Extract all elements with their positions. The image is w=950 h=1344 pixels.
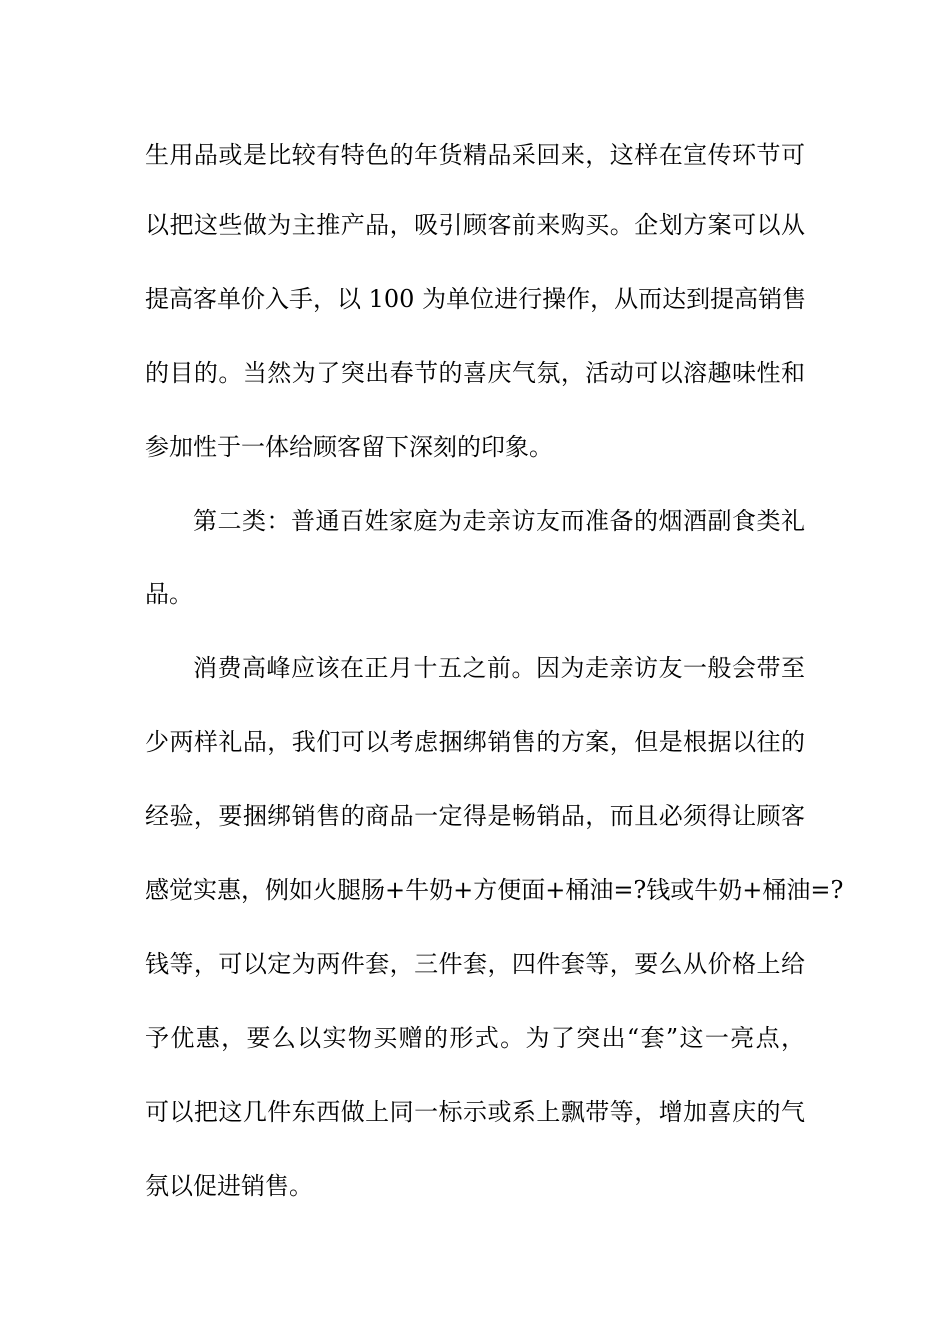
text-line: 提高客单价入手，以 100 为单位进行操作，从而达到提高销售 <box>145 285 807 313</box>
text-line: 感觉实惠，例如火腿肠+牛奶+方便面+桶油=?钱或牛奶+桶油=? <box>145 876 844 904</box>
text-line: 品。 <box>145 580 193 608</box>
paragraph-first-line: 第二类：普通百姓家庭为走亲访友而准备的烟酒副食类礼 <box>193 507 805 535</box>
text-line: 可以把这几件东西做上同一标示或系上飘带等，增加喜庆的气 <box>145 1098 805 1126</box>
paragraph-first-line: 消费高峰应该在正月十五之前。因为走亲访友一般会带至 <box>193 654 805 682</box>
text-line: 少两样礼品，我们可以考虑捆绑销售的方案，但是根据以往的 <box>145 728 805 756</box>
text-line: 予优惠，要么以实物买赠的形式。为了突出“套”这一亮点， <box>145 1024 805 1052</box>
text-line: 的目的。当然为了突出春节的喜庆气氛，活动可以溶趣味性和 <box>145 359 805 387</box>
text-line: 以把这些做为主推产品，吸引顾客前来购买。企划方案可以从 <box>145 211 805 239</box>
text-line: 参加性于一体给顾客留下深刻的印象。 <box>145 433 553 461</box>
text-line: 氛以促进销售。 <box>145 1172 313 1200</box>
text-line: 经验，要捆绑销售的商品一定得是畅销品，而且必须得让顾客 <box>145 802 805 830</box>
text-line: 钱等，可以定为两件套，三件套，四件套等，要么从价格上给 <box>145 950 805 978</box>
text-line: 生用品或是比较有特色的年货精品采回来，这样在宣传环节可 <box>145 141 805 169</box>
